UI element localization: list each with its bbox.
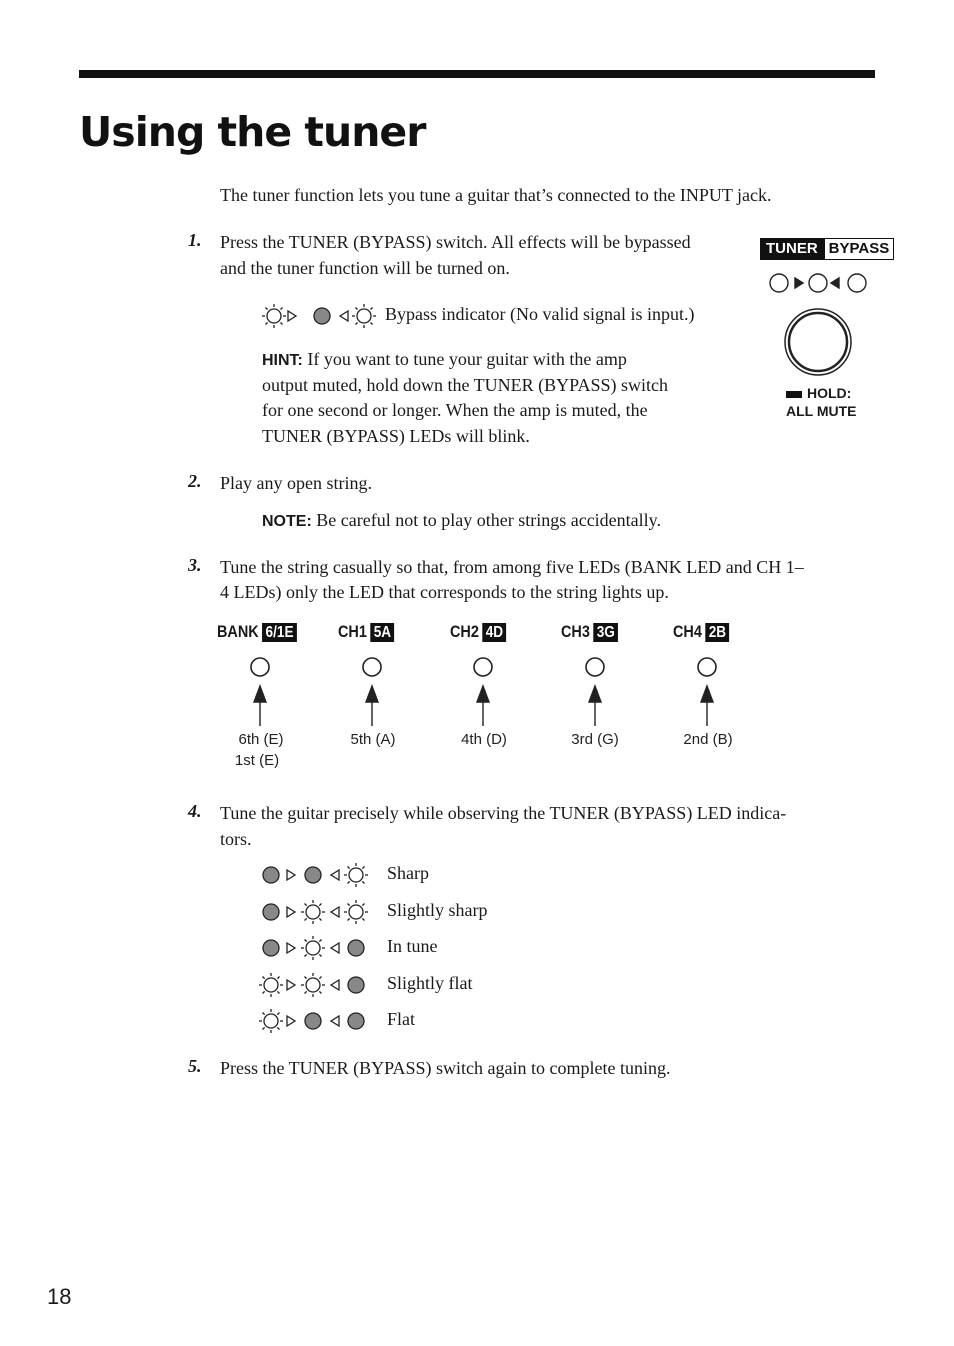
- ch2-led-icon: [474, 658, 492, 676]
- channel-head-ch4: [673, 622, 729, 642]
- step-2-line-1: Play any open string.: [220, 473, 372, 493]
- step-1-number: 1.: [188, 230, 202, 250]
- bank-led-icon: [251, 658, 269, 676]
- hint-label: HINT:: [262, 352, 303, 369]
- tuner-led-icon: [256, 862, 376, 888]
- step-3-line-1: Tune the string casually so that, from among five LEDs (BANK LED and CH 1–: [220, 557, 804, 577]
- hint-line-1: [262, 347, 627, 374]
- string-label-ch2: 4th (D): [461, 731, 507, 748]
- step-4-line-2: tors.: [220, 829, 252, 849]
- channel-name: CH3: [561, 622, 590, 641]
- channel-head-bank: [217, 622, 297, 642]
- tuner-led-icon: [256, 1008, 376, 1034]
- step-3-number: 3.: [188, 555, 202, 575]
- step-4-line-1: Tune the guitar precisely while observing the TUNER (BYPASS) LED indica-: [220, 803, 787, 823]
- channel-tag: 5A: [370, 623, 394, 642]
- step-1-line-2: and the tuner function will be turned on.: [220, 258, 510, 278]
- bypass-indicator-text: Bypass indicator (No valid signal is input.): [385, 304, 695, 324]
- hint-line-2: output muted, hold down the TUNER (BYPASS) switch: [262, 375, 669, 395]
- channel-led-arrows: [240, 654, 730, 728]
- string-label-ch1: 5th (A): [350, 731, 396, 748]
- tuner-led-icon: [256, 899, 376, 925]
- channel-tag: 3G: [593, 623, 618, 642]
- tuner-label: TUNER: [760, 238, 824, 260]
- channel-head-ch2: [450, 622, 506, 642]
- channel-tag: 4D: [482, 623, 506, 642]
- tuner-footswitch-icon: [764, 268, 874, 378]
- string-6th: 6th (E): [238, 731, 284, 748]
- page-number: 18: [47, 1284, 72, 1309]
- indicator-row-flat: [256, 1008, 376, 1034]
- string-label-ch3: 3rd (G): [571, 731, 619, 748]
- note-label: NOTE:: [262, 513, 312, 530]
- indicator-row-slightly-flat: [256, 972, 376, 998]
- ch3-led-icon: [586, 658, 604, 676]
- step-3-line-2: 4 LEDs) only the LED that corresponds to the string lights up.: [220, 582, 669, 602]
- hold-all-mute-label: [786, 384, 857, 420]
- bypass-label: BYPASS: [824, 238, 895, 260]
- hint-line-4: TUNER (BYPASS) LEDs will blink.: [262, 426, 530, 446]
- string-label-ch4: 2nd (B): [683, 731, 733, 748]
- tuner-led-icon: [256, 972, 376, 998]
- channel-name: CH2: [450, 622, 479, 641]
- tuner-bypass-tag: [760, 238, 894, 260]
- indicator-label: Sharp: [387, 863, 429, 883]
- indicator-row-slightly-sharp: [256, 899, 376, 925]
- step-1-line-1: Press the TUNER (BYPASS) switch. All effects will be bypassed: [220, 232, 691, 252]
- ch1-led-icon: [363, 658, 381, 676]
- indicator-label: In tune: [387, 936, 438, 956]
- channel-name: CH4: [673, 622, 702, 641]
- note-text: Be careful not to play other strings accidentally.: [316, 510, 661, 530]
- string-label-bank: [211, 729, 311, 771]
- ch4-led-icon: [698, 658, 716, 676]
- indicator-row-sharp: [256, 862, 376, 888]
- channel-head-ch1: [338, 622, 394, 642]
- string-1st: 1st (E): [234, 752, 280, 769]
- channel-name: BANK: [217, 622, 259, 641]
- indicator-label: Flat: [387, 1009, 416, 1029]
- channel-name: CH1: [338, 622, 367, 641]
- hold-text: HOLD:: [807, 385, 852, 401]
- top-rule: [79, 70, 875, 78]
- intro-text: The tuner function lets you tune a guitar that’s connected to the INPUT jack.: [220, 185, 772, 205]
- channel-head-ch3: [561, 622, 618, 642]
- hint-line-3: for one second or longer. When the amp is muted, the: [262, 400, 648, 420]
- channel-tag: 6/1E: [262, 623, 297, 642]
- bypass-led-icon: [256, 303, 382, 329]
- indicator-label: Slightly sharp: [387, 900, 488, 920]
- step-2-number: 2.: [188, 471, 202, 491]
- page-title: Using the tuner: [79, 108, 426, 156]
- step-5-number: 5.: [188, 1056, 202, 1076]
- channel-tag: 2B: [705, 623, 729, 642]
- indicator-row-in-tune: [256, 935, 376, 961]
- all-mute-text: ALL MUTE: [786, 403, 857, 419]
- tuner-led-icon: [256, 935, 376, 961]
- note-line: [262, 508, 661, 535]
- indicator-label: Slightly flat: [387, 973, 473, 993]
- hint-text-1: If you want to tune your guitar with the amp: [307, 349, 627, 369]
- step-4-number: 4.: [188, 801, 202, 821]
- step-5-line-1: Press the TUNER (BYPASS) switch again to complete tuning.: [220, 1058, 671, 1078]
- bypass-indicator-leds: [256, 303, 382, 329]
